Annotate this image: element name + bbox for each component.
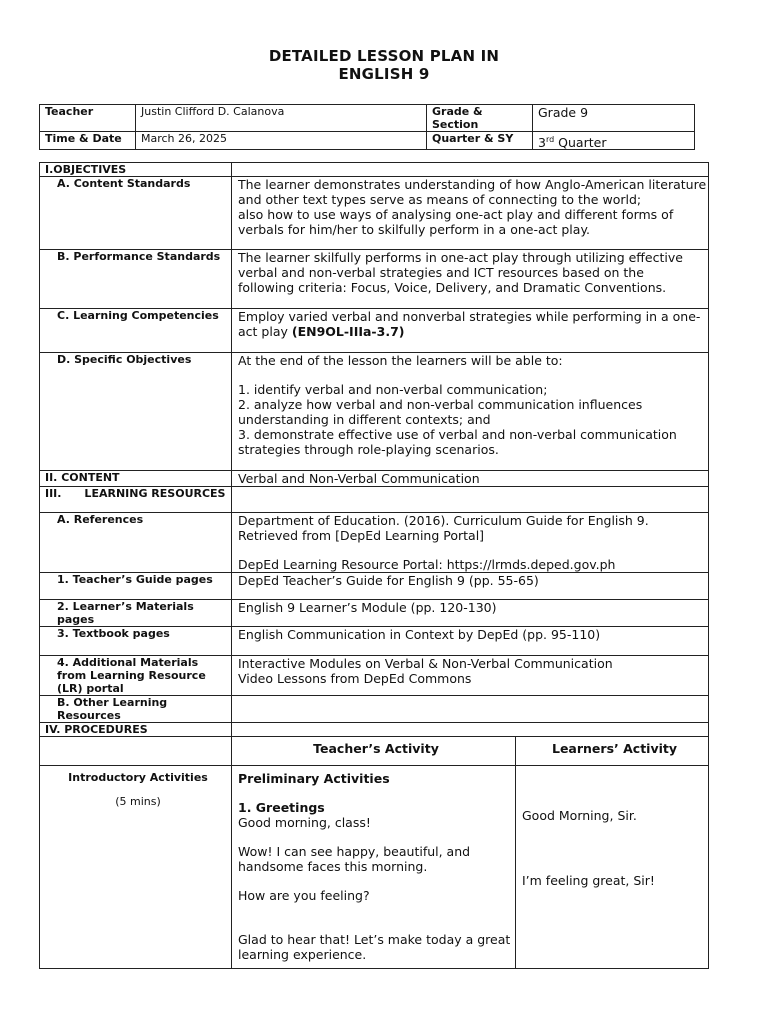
lesson-plan-table [39,162,709,969]
header-table [39,104,695,150]
introductory-activities-label: Introductory Activities [68,771,208,784]
greetings-heading: 1. Greetings [238,800,325,815]
learner-line-2: I’m feeling great, Sir! [522,873,655,888]
quarter-value [533,132,695,150]
specific-objective-1: 1. identify verbal and non-verbal communication; [238,382,548,397]
teachers-guide-label: 1. Teacher’s Guide pages [40,573,232,600]
teachers-activity-cell [232,766,516,969]
performance-standards-label [40,250,232,309]
learners-materials-label: 2. Learner’s Materials pages [40,600,232,627]
quarter-suffix: rd [545,135,555,144]
other-resources-label: B. Other Learning Resources [40,696,232,723]
performance-standards-label-text: B. Performance Standards [57,250,221,263]
teachers-activity-header: Teacher’s Activity [232,737,516,766]
references-label: A. References [40,513,232,573]
learning-competencies-body: Employ varied verbal and nonverbal strategies while performing in a one-act play [238,309,701,339]
introductory-activities-cell [40,766,232,969]
content-standards-label: A. Content Standards [40,177,232,250]
teachers-guide-value: DepEd Teacher’s Guide for English 9 (pp. 55-65) [232,573,709,600]
specific-objective-3: 3. demonstrate effective use of verbal and non-verbal communication strategies through role-playing scenarios. [238,427,677,457]
procedures-value [232,723,709,737]
references-text [232,513,709,573]
teacher-label: Teacher [40,105,136,132]
quarter-word: Quarter [554,135,607,151]
learners-materials-value: English 9 Learner’s Module (pp. 120-130) [232,600,709,627]
document-title [0,47,768,83]
title-line-1: DETAILED LESSON PLAN IN [268,47,500,65]
teacher-line-3: How are you feeling? [238,888,370,903]
other-resources-value [232,696,709,723]
introductory-activities-time: (5 mins) [115,795,161,808]
content-value: Verbal and Non-Verbal Communication [232,471,709,487]
objectives-heading: I.OBJECTIVES [40,163,232,177]
additional-materials-line-1: Interactive Modules on Verbal & Non-Verbal Communication [238,656,613,671]
additional-materials-line-2: Video Lessons from DepEd Commons [238,671,472,686]
textbook-pages-value: English Communication in Context by DepEd (pp. 95-110) [232,627,709,656]
learning-resources-value [232,487,709,513]
additional-materials-label: 4. Additional Materials from Learning Resource (LR) portal [40,656,232,696]
references-line-1: Department of Education. (2016). Curriculum Guide for English 9. Retrieved from [DepEd Learning Portal] [238,513,649,543]
specific-objective-2: 2. analyze how verbal and non-verbal communication influences understanding in different contexts; and [238,397,643,427]
learning-competencies-label: C. Learning Competencies [40,309,232,353]
textbook-pages-label: 3. Textbook pages [40,627,232,656]
performance-standards-line-2: following criteria: Focus, Voice, Delivery, and Dramatic Conventions. [238,280,667,295]
preliminary-activities-heading: Preliminary Activities [238,771,390,786]
procedures-spacer [40,737,232,766]
learner-line-1: Good Morning, Sir. [522,808,637,823]
content-label: II. CONTENT [40,471,232,487]
objectives-heading-value [232,163,709,177]
teacher-line-1: Good morning, class! [238,815,371,830]
title-line-2: ENGLISH 9 [338,65,430,83]
specific-objectives-intro: At the end of the lesson the learners will be able to: [238,353,563,368]
performance-standards-line-1: The learner skilfully performs in one-act play through utilizing effective verbal and non-verbal strategies and ICT resources based on the [238,250,683,280]
specific-objectives-text [232,353,709,471]
content-standards-line-2: also how to use ways of analysing one-act play and different forms of verbals for him/her to skilfully perform in a one-act play. [238,207,674,237]
grade-label: Grade & Section [427,105,533,132]
additional-materials-value [232,656,709,696]
teacher-value: Justin Clifford D. Calanova [136,105,427,132]
quarter-number: 3 [538,135,546,151]
teacher-line-4: Glad to hear that! Let’s make today a great learning experience. [238,932,511,962]
quarter-label: Quarter & SY [427,132,533,150]
learners-activity-cell [516,766,709,969]
grade-value: Grade 9 [533,105,695,132]
competency-code: (EN9OL-IIIa-3.7) [291,324,405,339]
specific-objectives-label: D. Specific Objectives [40,353,232,471]
content-standards-line-1: The learner demonstrates understanding of how Anglo-American literature and other text types serve as means of connecting to the world; [238,177,707,207]
learners-activity-header: Learners’ Activity [516,737,709,766]
performance-standards-text [232,250,709,309]
learning-resources-label: III. LEARNING RESOURCES [40,487,232,513]
teacher-line-2: Wow! I can see happy, beautiful, and handsome faces this morning. [238,844,471,874]
content-standards-text [232,177,709,250]
time-value: March 26, 2025 [136,132,427,150]
time-label: Time & Date [40,132,136,150]
references-line-2: DepEd Learning Resource Portal: https://lrmds.deped.gov.ph [238,557,616,572]
procedures-label: IV. PROCEDURES [40,723,232,737]
learning-competencies-text [232,309,709,353]
